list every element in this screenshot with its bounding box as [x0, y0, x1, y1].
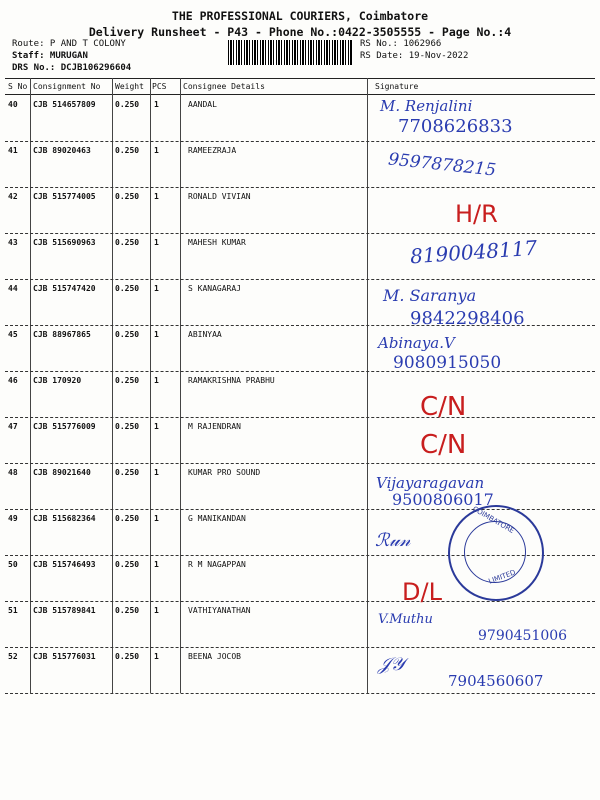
rs-number: RS No.: 1062966 [360, 39, 442, 49]
row-consignee: ABINYAA [188, 330, 222, 339]
row-weight: 0.250 [115, 192, 140, 201]
row-weight: 0.250 [115, 606, 140, 615]
row-pcs: 1 [154, 330, 159, 339]
row-separator [5, 187, 595, 188]
row-consignment-no: CJB 515774005 [33, 192, 96, 201]
row-consignee: M RAJENDRAN [188, 422, 241, 431]
col-weight: Weight [115, 82, 144, 91]
row-sno: 40 [8, 100, 18, 109]
row-consignment-no: CJB 515789841 [33, 606, 96, 615]
row-sno: 50 [8, 560, 18, 569]
signature-name: M. Renjalini [380, 97, 473, 115]
row-pcs: 1 [154, 468, 159, 477]
row-pcs: 1 [154, 560, 159, 569]
col-pcs: PCS [152, 82, 167, 91]
stamp-text: COIMBATORE [471, 504, 516, 536]
signature-scribble: 𝒥𝒴 [378, 654, 405, 675]
row-sno: 52 [8, 652, 18, 661]
row-consignment-no: CJB 515682364 [33, 514, 96, 523]
runsheet-subtitle: Delivery Runsheet - P43 - Phone No.:0422-3505555 - Page No.:4 [88, 25, 512, 39]
row-consignee: G MANIKANDAN [188, 514, 246, 523]
signature-name: Abinaya.V [378, 334, 455, 352]
signature-phone: 9080915050 [393, 353, 502, 373]
row-consignee: MAHESH KUMAR [188, 238, 246, 247]
row-separator [5, 693, 595, 694]
row-consignment-no: CJB 88967865 [33, 330, 91, 339]
row-weight: 0.250 [115, 330, 140, 339]
route-label: Route: P AND T COLONY [12, 39, 126, 49]
row-sno: 45 [8, 330, 18, 339]
row-weight: 0.250 [115, 652, 140, 661]
row-sno: 48 [8, 468, 18, 477]
row-consignment-no: CJB 170920 [33, 376, 82, 385]
row-consignee: R M NAGAPPAN [188, 560, 246, 569]
meta-left [12, 38, 131, 74]
status-mark: C/N [420, 392, 467, 422]
row-weight: 0.250 [115, 284, 140, 293]
row-sno: 43 [8, 238, 18, 247]
staff-label: Staff: MURUGAN [12, 51, 88, 61]
status-mark: C/N [420, 430, 467, 460]
signature-phone: 7708626833 [398, 116, 513, 137]
row-pcs: 1 [154, 422, 159, 431]
signature-name: V.Muthu [378, 612, 433, 627]
row-consignee: RAMAKRISHNA PRABHU [188, 376, 275, 385]
row-consignee: BEENA JOCOB [188, 652, 241, 661]
row-weight: 0.250 [115, 100, 140, 109]
row-pcs: 1 [154, 100, 159, 109]
barcode [228, 40, 353, 65]
row-pcs: 1 [154, 192, 159, 201]
col-sno: S No [8, 82, 28, 91]
row-sno: 47 [8, 422, 18, 431]
row-consignment-no: CJB 515776031 [33, 652, 96, 661]
signature-phone: 7904560607 [448, 672, 544, 690]
row-separator [5, 279, 595, 280]
row-consignee: AANDAL [188, 100, 217, 109]
signature-phone: 8190048117 [409, 235, 538, 269]
signature-phone: 9842298406 [410, 308, 525, 329]
signature-name: M. Saranya [383, 286, 477, 305]
header-rule [5, 94, 595, 95]
row-consignment-no: CJB 89020463 [33, 146, 91, 155]
row-consignment-no: CJB 89021640 [33, 468, 91, 477]
row-separator [5, 647, 595, 648]
row-consignee: S KANAGARAJ [188, 284, 241, 293]
row-pcs: 1 [154, 376, 159, 385]
row-consignee: VATHIYANATHAN [188, 606, 251, 615]
row-separator [5, 601, 595, 602]
row-consignee: RONALD VIVIAN [188, 192, 251, 201]
row-weight: 0.250 [115, 468, 140, 477]
row-weight: 0.250 [115, 514, 140, 523]
row-consignee: RAMEEZRAJA [188, 146, 237, 155]
rs-date: RS Date: 19-Nov-2022 [360, 51, 469, 61]
row-consignment-no: CJB 515747420 [33, 284, 96, 293]
row-pcs: 1 [154, 606, 159, 615]
row-pcs: 1 [154, 652, 159, 661]
company-title: THE PROFESSIONAL COURIERS, Coimbatore [171, 9, 429, 23]
col-consignee: Consignee Details [183, 82, 265, 91]
stamp-text: LIMITED [487, 568, 517, 586]
company-seal-stamp [448, 505, 544, 601]
row-weight: 0.250 [115, 422, 140, 431]
row-separator [5, 417, 595, 418]
col-signature: Signature [375, 82, 419, 91]
row-pcs: 1 [154, 238, 159, 247]
row-sno: 42 [8, 192, 18, 201]
row-weight: 0.250 [115, 560, 140, 569]
row-consignment-no: CJB 514657809 [33, 100, 96, 109]
signature-phone: 9597878215 [387, 149, 497, 181]
status-mark: D/L [402, 578, 442, 606]
row-sno: 44 [8, 284, 18, 293]
row-separator [5, 371, 595, 372]
col-consignment: Consignment No [33, 82, 101, 91]
row-consignment-no: CJB 515776009 [33, 422, 96, 431]
signature-phone: 9790451006 [478, 628, 568, 644]
meta-right [360, 38, 468, 62]
row-sno: 46 [8, 376, 18, 385]
row-consignee: KUMAR PRO SOUND [188, 468, 261, 477]
row-separator [5, 141, 595, 142]
row-separator [5, 233, 595, 234]
row-weight: 0.250 [115, 376, 140, 385]
row-pcs: 1 [154, 146, 159, 155]
row-consignment-no: CJB 515746493 [33, 560, 96, 569]
signature-phone: 9500806017 [392, 490, 494, 509]
table-top-rule [5, 78, 595, 79]
row-consignment-no: CJB 515690963 [33, 238, 96, 247]
drs-number: DRS No.: DCJB106296604 [12, 63, 132, 73]
status-mark: H/R [455, 200, 498, 228]
row-separator [5, 463, 595, 464]
row-sno: 49 [8, 514, 18, 523]
signature-name: Vijayaragavan [376, 474, 485, 492]
row-pcs: 1 [154, 284, 159, 293]
row-weight: 0.250 [115, 238, 140, 247]
row-weight: 0.250 [115, 146, 140, 155]
signature-scribble: ℛ𝓊𝓃 [375, 530, 411, 551]
row-sno: 41 [8, 146, 18, 155]
row-sno: 51 [8, 606, 18, 615]
row-pcs: 1 [154, 514, 159, 523]
